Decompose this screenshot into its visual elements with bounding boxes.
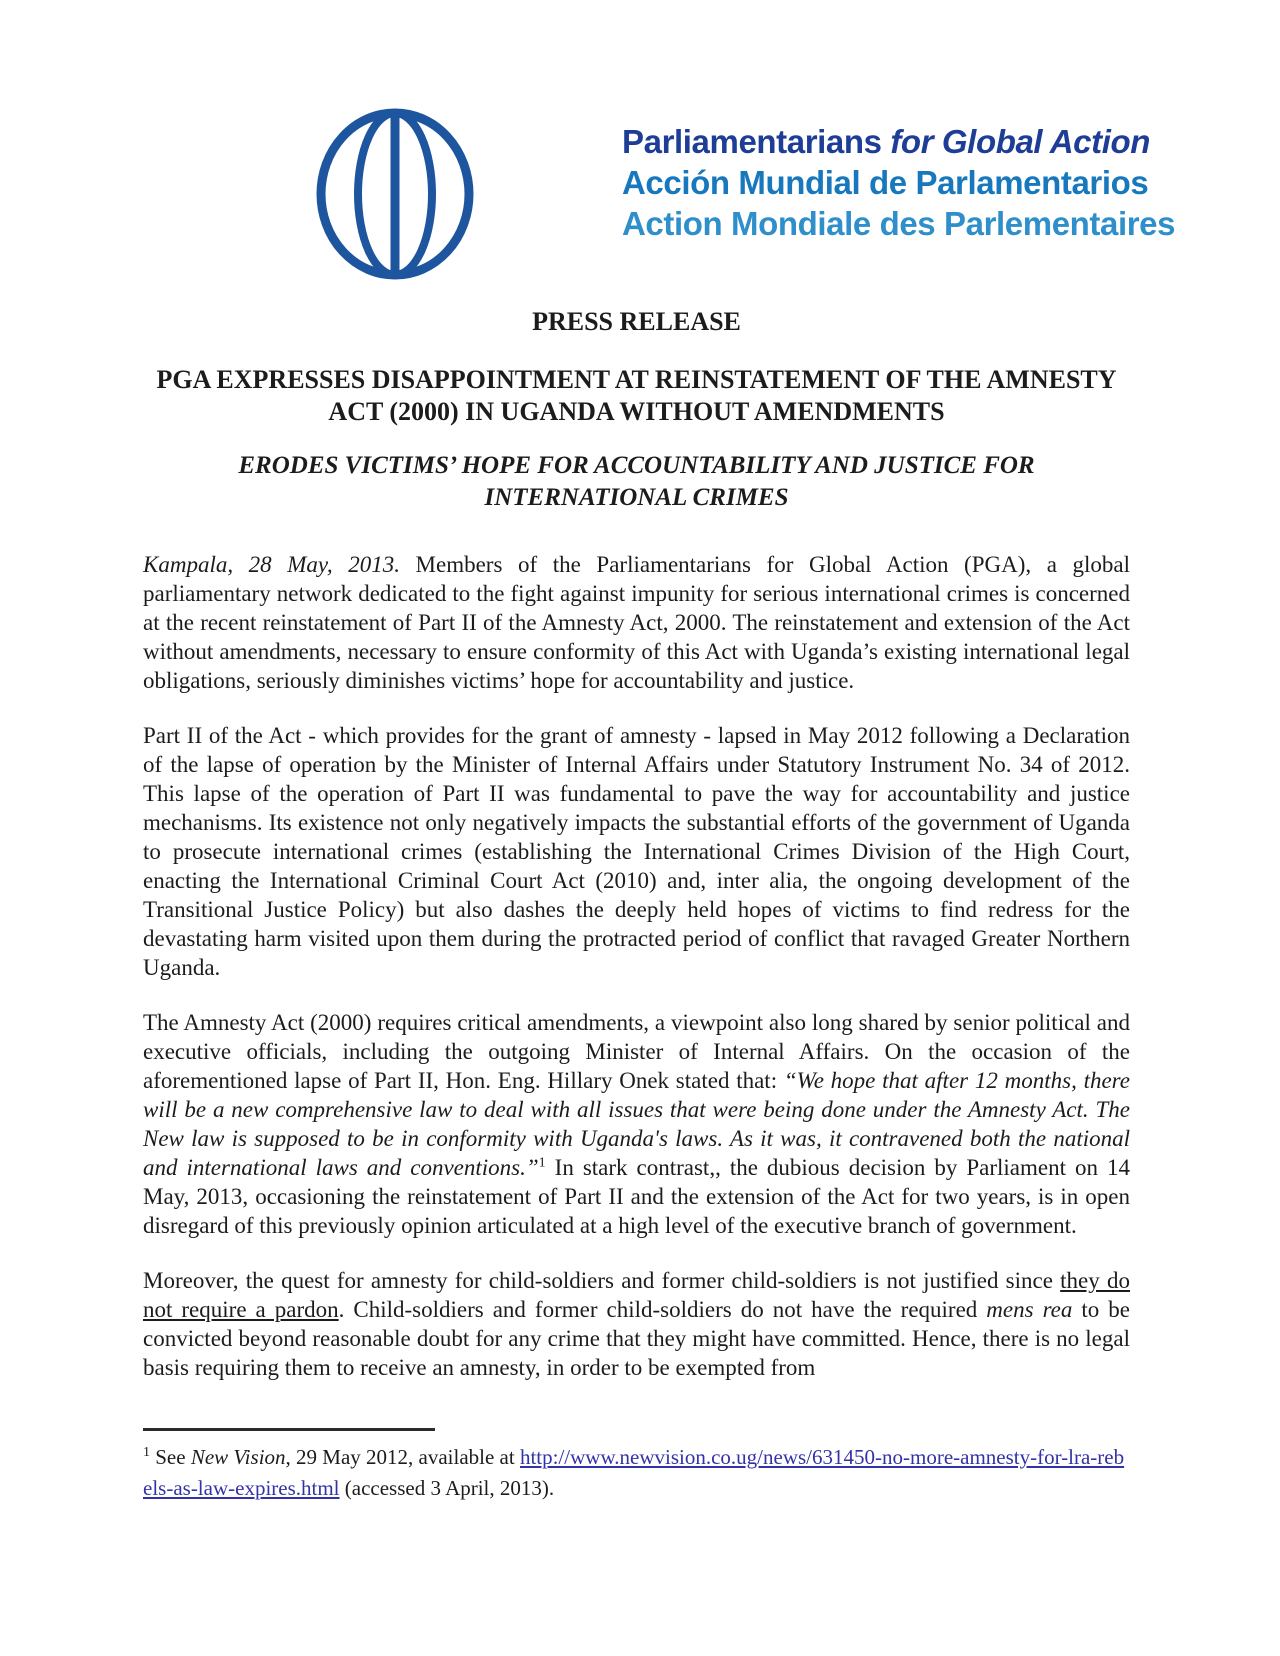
document-subtitle-line2: INTERNATIONAL CRIMES bbox=[484, 484, 789, 511]
onek-quote: “We hope that after 12 months, there will be a new comprehensive law to deal with all issues that were being done under the Amnesty Act. The New law is supposed to be in conformity with Uganda's laws. As it was, it contravened both the national and international laws and conventions.” bbox=[143, 1068, 1130, 1180]
paragraph-1 bbox=[143, 550, 1130, 695]
logo-name-english-italic: for Global Action bbox=[890, 123, 1150, 160]
paragraph-3-lead: The Amnesty Act (2000) requires critical amendments, a viewpoint also long shared by senior political and executive officials, including the outgoing Minister of Internal Affairs. On the occasion of the aforementioned lapse of Part II, Hon. Eng. Hillary Onek stated that: bbox=[143, 1010, 1130, 1093]
footnote-1-post: (accessed 3 April, 2013). bbox=[339, 1476, 555, 1500]
paragraph-4 bbox=[143, 1266, 1130, 1382]
document-title-line1: PGA EXPRESSES DISAPPOINTMENT AT REINSTATEMENT OF THE AMNESTY bbox=[156, 365, 1117, 394]
footnote-1-pre: See bbox=[150, 1445, 191, 1469]
press-release-label: PRESS RELEASE bbox=[532, 307, 741, 336]
paragraph-4-mid: . Child-soldiers and former child-soldiers do not have the required bbox=[338, 1297, 987, 1322]
logo-name-french: Action Mondiale des Parlementaires bbox=[622, 205, 1176, 242]
logo-name-spanish: Acción Mundial de Parlamentarios bbox=[622, 164, 1149, 201]
footnote-reference-1: 1 bbox=[538, 1155, 546, 1171]
paragraph-2 bbox=[143, 721, 1130, 982]
underlined-phrase: they do not require a pardon bbox=[143, 1268, 1130, 1322]
pga-globe-icon bbox=[110, 95, 570, 295]
footnote-1-mid: , 29 May 2012, available at bbox=[285, 1445, 520, 1469]
pga-logo bbox=[110, 95, 1176, 295]
logo-wordmark bbox=[622, 121, 1175, 244]
footnote-source-name: New Vision bbox=[190, 1445, 286, 1469]
paragraph-3-rest: In stark contrast,, the dubious decision by Parliament on 14 May, 2013, occasioning the reinstatement of Part II and the extension of the Act for two years, is in open disregard of this previously opinion articulated at a high level of the executive branch of government. bbox=[143, 1155, 1130, 1238]
footnote-area bbox=[143, 1428, 1130, 1504]
dateline: Kampala, 28 May, 2013. bbox=[143, 552, 400, 577]
footnote-link[interactable]: http://www.newvision.co.ug/news/631450-no-more-amnesty-for-lra-rebels-as-law-expires.html bbox=[143, 1445, 1125, 1500]
footnote-separator bbox=[143, 1428, 435, 1431]
footnote-1-marker: 1 bbox=[143, 1445, 150, 1460]
paragraph-2-text: Part II of the Act - which provides for the grant of amnesty - lapsed in May 2012 following a Declaration of the lapse of operation by the Minister of Internal Affairs under Statutory Instrument No. 34 of 2012. This lapse of the operation of Part II was fundamental to pave the way for accountability and justice mechanisms. Its existence not only negatively impacts the substantial efforts of the government of Uganda to prosecute international crimes (establishing the International Crimes Division of the High Court, enacting the International Criminal Court Act (2010) and, inter alia, the ongoing development of the Transitional Justice Policy) but also dashes the deeply held hopes of victims to find redress for the devastating harm visited upon them during the protracted period of conflict that ravaged Greater Northern Uganda. bbox=[143, 723, 1130, 980]
footnote-1 bbox=[143, 1442, 1130, 1504]
paragraph-4-lead: Moreover, the quest for amnesty for child-soldiers and former child-soldiers is not justified since bbox=[143, 1268, 1061, 1293]
document-subtitle-line1: ERODES VICTIMS’ HOPE FOR ACCOUNTABILITY AND JUSTICE FOR bbox=[238, 452, 1035, 479]
document-title bbox=[143, 364, 1130, 428]
logo-name-english bbox=[622, 121, 1175, 162]
latin-term-mens-rea: mens rea bbox=[986, 1297, 1073, 1322]
logo-name-english-regular: Parliamentarians bbox=[622, 123, 891, 160]
document-title-line2: ACT (2000) IN UGANDA WITHOUT AMENDMENTS bbox=[328, 397, 945, 426]
paragraph-4-rest: to be convicted beyond reasonable doubt for any crime that they might have committed. Hence, there is no legal basis requiring them to receive an amnesty, in order to be exempted from bbox=[143, 1297, 1131, 1380]
paragraph-1-text: Members of the Parliamentarians for Global Action (PGA), a global parliamentary network dedicated to the fight against impunity for serious international crimes is concerned at the recent reinstatement of Part II of the Amnesty Act, 2000. The reinstatement and extension of the Act without amendments, necessary to ensure conformity of this Act with Uganda’s existing international legal obligations, seriously diminishes victims’ hope for accountability and justice. bbox=[143, 552, 1130, 693]
paragraph-3 bbox=[143, 1008, 1130, 1240]
document-subtitle bbox=[143, 450, 1130, 514]
